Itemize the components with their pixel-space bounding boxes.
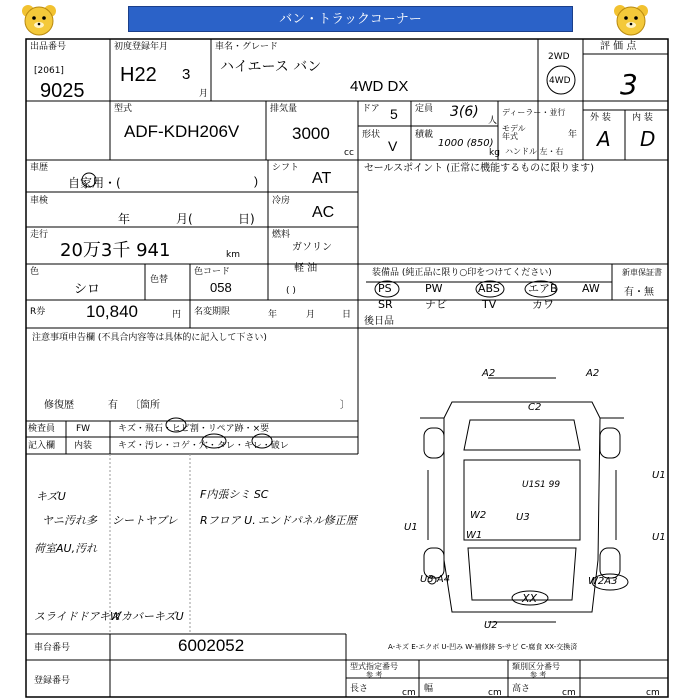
interior-value: D: [640, 127, 656, 151]
model-year-label: モデル: [502, 124, 526, 133]
note-rear-floor: Rフロア U.: [200, 514, 256, 527]
load-unit: kg: [489, 148, 500, 158]
usage-label: 車歴: [30, 163, 49, 173]
capacity-value: 3(6): [450, 104, 479, 120]
reg-number-label: 登録番号: [34, 676, 71, 686]
color-code-label: 色コード: [194, 267, 231, 277]
repair-close: 〕: [340, 400, 350, 411]
name-change-label: 名変期限: [194, 307, 231, 317]
aircon-value: AC: [312, 204, 335, 221]
equip-ps: PS: [378, 282, 392, 295]
load-label: 積載: [415, 130, 434, 140]
note-smoke-stain: ヤニ汚れ多: [42, 514, 97, 527]
dealer-label: ディーラー・並行: [502, 108, 566, 117]
doors-label: ドア: [362, 104, 380, 114]
fuel-diesel: 軽 油: [294, 263, 318, 274]
width-label: 幅: [424, 684, 434, 694]
color-value: シロ: [74, 282, 101, 297]
displacement-value: 3000: [292, 124, 330, 143]
type-spec-ref: 参 考: [366, 671, 383, 679]
model-value: ADF-KDH206V: [124, 122, 240, 141]
note-slide-door: スライドドアキズ: [34, 610, 121, 623]
mark-xx: XX: [522, 592, 538, 605]
length-unit: cm: [402, 688, 416, 698]
note-front-trim: F内張シミ SC: [200, 488, 269, 501]
repair-label: 修復歴: [44, 400, 74, 411]
mark-u3: U3: [516, 512, 530, 523]
equipment-label: 装備品 (純正品に限り○印をつけてください): [372, 268, 552, 278]
inspector-label: 検査員: [28, 424, 56, 434]
car-name-label: 車名・グレード: [215, 42, 279, 52]
entry-part: 内装: [74, 441, 93, 451]
fuel-other: ( ): [286, 286, 296, 296]
inspection-day: 日): [238, 212, 255, 226]
mileage-label: 走行: [30, 230, 49, 240]
sales-point-label: セールスポイント (正常に機能するものに限ります): [364, 163, 595, 174]
handle-label: ハンドル 左・右: [505, 147, 564, 156]
inspection-month: 月(: [176, 212, 193, 226]
note-cargo: 荷室AU,汚れ: [34, 542, 98, 555]
usage-value: 自家用・(: [68, 176, 121, 190]
mark-c2: C2: [528, 402, 542, 413]
name-change-year: 年: [268, 310, 278, 320]
drive-4wd: 4WD: [549, 76, 571, 86]
inspector-code: FW: [76, 424, 91, 434]
lot-sub: [2061]: [34, 66, 64, 76]
note-end-panel: エンドパネル修正歴: [258, 514, 357, 527]
equip-tv: TV: [482, 298, 497, 311]
equip-sr: SR: [378, 298, 393, 311]
name-change-month: 月: [306, 310, 316, 320]
displacement-label: 排気量: [270, 104, 298, 114]
length-label: 長さ: [350, 684, 369, 694]
inspection-label: 車検: [30, 196, 49, 206]
class-label: 類別区分番号: [512, 662, 560, 671]
name-change-day: 日: [342, 310, 352, 320]
lot-label: 出品番号: [30, 42, 67, 52]
warranty-value: 有・無: [624, 287, 654, 298]
lot-number: 9025: [40, 80, 85, 102]
mark-a2-right: A2: [586, 368, 600, 379]
height-label: 高さ: [512, 684, 531, 694]
entry-label: 記入欄: [28, 441, 56, 451]
doors-value: 5: [390, 106, 398, 122]
mark-a2-left: A2: [482, 368, 496, 379]
shape-label: 形状: [362, 130, 381, 140]
mark-w1: W1: [466, 530, 483, 541]
shape-value: V: [388, 138, 398, 154]
inspection-year: 年: [118, 212, 131, 226]
rating-value: 3: [620, 68, 638, 101]
color-code: 058: [210, 280, 232, 295]
car-name: ハイエース バン: [220, 59, 322, 75]
mark-u1-right: U1: [652, 470, 666, 481]
warranty-label: 新車保証書: [622, 268, 662, 277]
equip-leather: カワ: [532, 298, 554, 311]
recycle-unit: 円: [172, 310, 182, 320]
model-label: 型式: [114, 104, 133, 114]
type-spec-label: 型式指定番号: [350, 662, 398, 671]
exterior-value: A: [597, 127, 611, 151]
note-wiper-cover: WカバーキズU: [110, 610, 184, 623]
repair-part: 〔箇所: [130, 400, 160, 411]
mark-u2: U2: [484, 620, 498, 631]
drive-2wd: 2WD: [548, 52, 570, 62]
fuel-gasoline: ガソリン: [292, 242, 332, 253]
notes-label: 注意事項申告欄 (不具合内容等は具体的に記入して下さい): [32, 333, 267, 343]
mileage-value: 20万3千 941: [60, 240, 171, 261]
rear-seat-label: 後日品: [364, 316, 394, 327]
aircon-label: 冷房: [272, 196, 291, 206]
first-reg-year: H22: [120, 64, 157, 86]
equip-navi: ナビ: [425, 298, 447, 311]
repair-value: 有: [108, 400, 118, 411]
car-grade: 4WD DX: [350, 78, 409, 95]
shift-label: シフト: [272, 163, 300, 173]
inspector-items: キズ・飛石・ヒビ割・リペア跡・×要: [118, 424, 270, 434]
damage-legend: A-キズ E-エクボ U-凹み W-補修跡 S-サビ C-腐食 XX-交換済: [388, 643, 578, 651]
extra-unit: cm: [646, 688, 660, 698]
displacement-unit: cc: [344, 148, 354, 158]
recycle-value: 10,840: [86, 302, 138, 321]
model-year-sub: 年式: [502, 132, 518, 141]
height-unit: cm: [562, 688, 576, 698]
mark-u3a4: U3 A4: [420, 574, 451, 585]
page-title: バン・トラックコーナー: [128, 6, 573, 32]
equip-abs: ABS: [478, 282, 500, 295]
mark-w2: W2: [470, 510, 487, 521]
equip-pw: PW: [425, 282, 443, 295]
color-label: 色: [30, 267, 40, 277]
note-seat-tear: シートヤブレ: [112, 514, 178, 527]
interior-label: 内 装: [632, 113, 653, 123]
mileage-unit: km: [226, 250, 240, 260]
equip-airbag: エアB: [528, 282, 558, 295]
mark-roof: U1S1 99: [522, 480, 561, 490]
width-unit: cm: [488, 688, 502, 698]
exterior-label: 外 装: [590, 113, 611, 123]
color-change-label: 色替: [150, 275, 169, 285]
chassis-label: 車台番号: [34, 643, 71, 653]
equip-aw: AW: [582, 282, 600, 295]
recycle-label: R券: [30, 307, 46, 317]
chassis-value: 6002052: [178, 636, 245, 655]
capacity-unit: 人: [488, 116, 498, 126]
load-value: 1000 (850): [438, 138, 494, 149]
mark-u1-rear: U1: [652, 532, 666, 543]
rating-label: 評 価 点: [600, 41, 637, 52]
fuel-label: 燃料: [272, 230, 291, 240]
usage-close: ): [254, 174, 258, 188]
entry-items: キズ・汚レ・コゲ・穴・タレ・キレ・破レ: [118, 441, 289, 451]
note-scratch: キズU: [36, 490, 66, 503]
capacity-label: 定員: [415, 104, 434, 114]
shift-value: AT: [312, 170, 332, 187]
first-reg-month: 3: [182, 66, 191, 83]
first-reg-month-unit: 月: [199, 89, 209, 99]
class-ref: 参 考: [530, 671, 547, 679]
first-reg-label: 初度登録年月: [114, 42, 169, 52]
mark-u1-left: U1: [404, 522, 418, 533]
mark-w2a3: W2A3: [588, 576, 618, 587]
year-unit: 年: [568, 130, 578, 140]
